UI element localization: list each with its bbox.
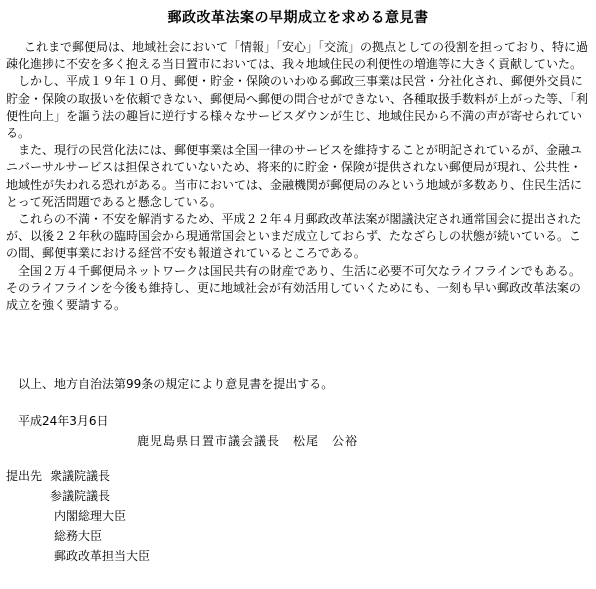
paragraph-1: これまで郵便局は、地域社会において「情報」「安心」「交流」の拠点としての役割を担っており、特に過疎化進捗に不安を多く抱える当日置市においては、我々地域住民の利便性の増進等に大きく貢献していた。 (6, 40, 589, 72)
recipients-label: 提出先 (6, 469, 43, 483)
recipient-row (6, 486, 150, 506)
recipient-row (6, 526, 150, 546)
recipient-item: 郵政改革担当大臣 (54, 549, 151, 563)
paragraph-4: これらの不満・不安を解消するため、平成２２年４月郵政改革法案が閣議決定され通常国会に提出されたが、以後２２年秋の臨時国会から現通常国会といまだ成立しておらず、たなざらしの状態が続いている。この間、郵便事業における経営不安も報道されているところである。 (6, 212, 582, 261)
recipients-list (6, 466, 150, 566)
paragraph-2: しかし、平成１９年１０月、郵便・貯金・保険のいわゆる郵政三事業は民営・分社化され、郵便外交員に貯金・保険の取扱いを依頼できない、郵便局へ郵便の問合せができない、各種取扱手数料が上がった等、「利便性向上」を謳う法の趣旨に逆行する様々なサービスダウンが生じ、地域住民から不満の声が寄せられている。 (6, 74, 589, 141)
recipient-item: 参議院議長 (50, 489, 111, 503)
page-title: 郵政改革法案の早期成立を求める意見書 (167, 10, 429, 26)
document-body (6, 39, 588, 314)
closing-statement: 以上、地方自治法第99条の規定により意見書を提出する。 (18, 377, 334, 391)
paragraph-3: また、現行の民営化法には、郵便事業は全国一律のサービスを維持することが明記されているが、金融ユニバーサルサービスは担保されていないため、将来的に貯金・保険が提供されない郵便局が現れ、公共性・地域性が失われる恐れがある。当市においては、金融機関が郵便局のみという地域が多数あり、住民生活にとって死活問題であると懸念している。 (6, 143, 583, 209)
recipient-item: 総務大臣 (54, 529, 103, 543)
recipient-item: 内閣総理大臣 (54, 509, 127, 523)
recipient-row (6, 466, 150, 486)
paragraph-5: 全国２万４千郵便局ネットワークは国民共有の財産であり、生活に必要不可欠なライフラインでもある。そのライフラインを今後も維持し、更に地域社会が有効活用していくためにも、一刻も早い郵政改革法案の成立を強く要請する。 (6, 263, 581, 313)
recipient-row (6, 506, 150, 526)
recipient-row (6, 546, 150, 566)
signer: 鹿児島県日置市議会議長 松尾 公裕 (137, 434, 359, 448)
document-date: 平成24年3月6日 (18, 414, 109, 428)
recipient-item: 衆議院議長 (50, 469, 111, 483)
